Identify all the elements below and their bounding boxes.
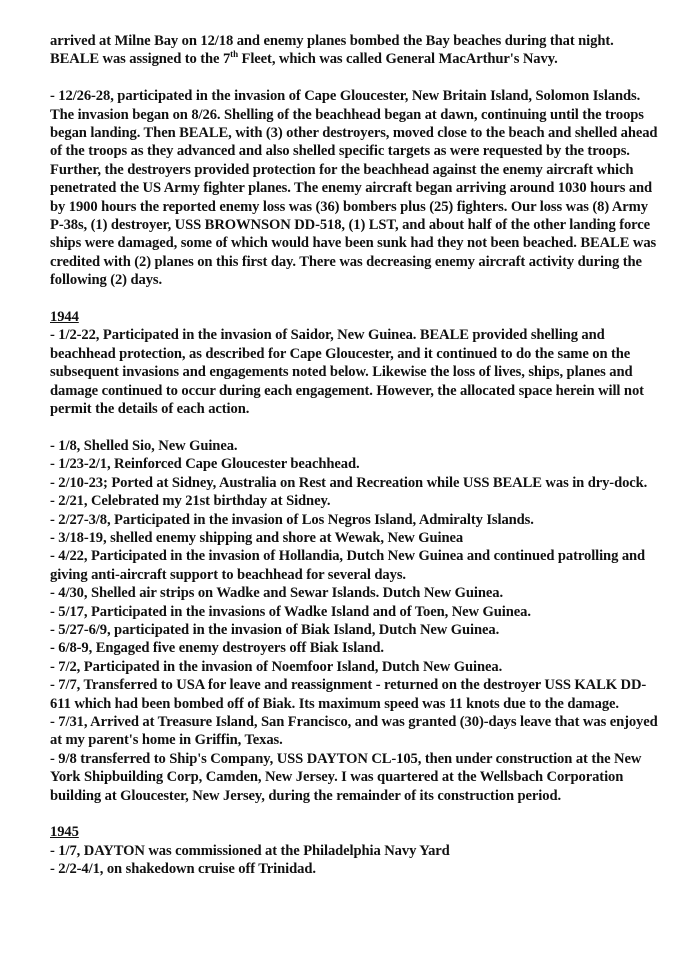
list-item: - 7/2, Participated in the invasion of Noemfoor Island, Dutch New Guinea. [50, 658, 503, 675]
list-item: - 7/7, Transferred to USA for leave and reassignment - returned on the destroyer USS KALK DD-611 which had been bombed off of Biak. Its maximum speed was 11 knots due to the damage. [50, 677, 647, 712]
list-item: - 1/8, Shelled Sio, New Guinea. [50, 437, 238, 454]
saidor-paragraph: - 1/2-22, Participated in the invasion of Saidor, New Guinea. BEALE provided shelling and beachhead protection, as described for Cape Gloucester, and it continued to do the same on the subsequent invasions and engagements noted below. Likewise the loss of lives, ships, planes and damage continued to occur during each engagement. However, the allocated space herein will not permit the details of each action. [50, 327, 644, 418]
list-item: - 2/21, Celebrated my 21st birthday at Sidney. [50, 493, 331, 510]
superscript-th: th [230, 49, 238, 60]
list-item: - 1/23-2/1, Reinforced Cape Gloucester beachhead. [50, 456, 360, 473]
cape-gloucester-paragraph: - 12/26-28, participated in the invasion of Cape Gloucester, New Britain Island, Solomon Islands. The invasion began on 8/26. Shelling of the beachhead began at dawn, continuing until the troops began landing. Then BEALE, with (3) other destroyers, moved close to the beach and shelled ahead of the troops as they advanced and also shelled specific targets as were requested by the troops. Further, the destroyers provided protection for the beachhead against the enemy aircraft which penetrated the US Army fighter planes. The enemy aircraft began arriving around 1030 hours and by 1900 hours the reported enemy loss was (36) bombers plus (25) fighters. Our loss was (8) Army P-38s, (1) destroyer, USS BROWNSON DD-518, (1) LST, and about half of the other landing force ships were damaged, some of which would have been sunk had they not been beached. BEALE was credited with (2) planes on this first day. There was decreasing enemy aircraft activity during the following (2) days. [50, 88, 658, 289]
list-item: - 1/7, DAYTON was commissioned at the Philadelphia Navy Yard [50, 842, 450, 859]
list-item: - 9/8 transferred to Ship's Company, USS DAYTON CL-105, then under construction at the New York Shipbuilding Corp, Camden, New Jersey. I was quartered at the Wellsbach Corporation building at Gloucester, New Jersey, during the remainder of its construction period. [50, 750, 642, 804]
list-item: - 5/17, Participated in the invasions of Wadke Island and of Toen, New Guinea. [50, 603, 531, 620]
list-item: - 2/2-4/1, on shakedown cruise off Trinidad. [50, 861, 316, 878]
year-heading-1945: 1945 [50, 824, 79, 841]
intro-text-a: arrived at Milne Bay on 12/18 and enemy planes bombed the Bay beaches during that night. BEALE was assigned to the 7 [50, 33, 614, 68]
events-list-1944 [50, 437, 662, 805]
intro-paragraph [50, 32, 662, 69]
document-text [50, 32, 662, 879]
list-item: - 3/18-19, shelled enemy shipping and shore at Wewak, New Guinea [50, 529, 464, 546]
list-item: - 5/27-6/9, participated in the invasion of Biak Island, Dutch New Guinea. [50, 621, 500, 638]
list-item: - 2/27-3/8, Participated in the invasion of Los Negros Island, Admiralty Islands. [50, 511, 534, 528]
year-heading-1944: 1944 [50, 309, 79, 326]
list-item: - 2/10-23; Ported at Sidney, Australia on Rest and Recreation while USS BEALE was in dry-dock. [50, 474, 648, 491]
intro-text-b: Fleet, which was called General MacArthur's Navy. [237, 51, 558, 68]
list-item: - 4/30, Shelled air strips on Wadke and Sewar Islands. Dutch New Guinea. [50, 585, 503, 602]
list-item: - 6/8-9, Engaged five enemy destroyers off Biak Island. [50, 640, 384, 657]
list-item: - 4/22, Participated in the invasion of Hollandia, Dutch New Guinea and continued patrolling and giving anti-aircraft support to beachhead for several days. [50, 548, 646, 583]
events-list-1945 [50, 842, 662, 879]
list-item: - 7/31, Arrived at Treasure Island, San Francisco, and was granted (30)-days leave that was enjoyed at my parent's home in Griffin, Texas. [50, 713, 658, 749]
